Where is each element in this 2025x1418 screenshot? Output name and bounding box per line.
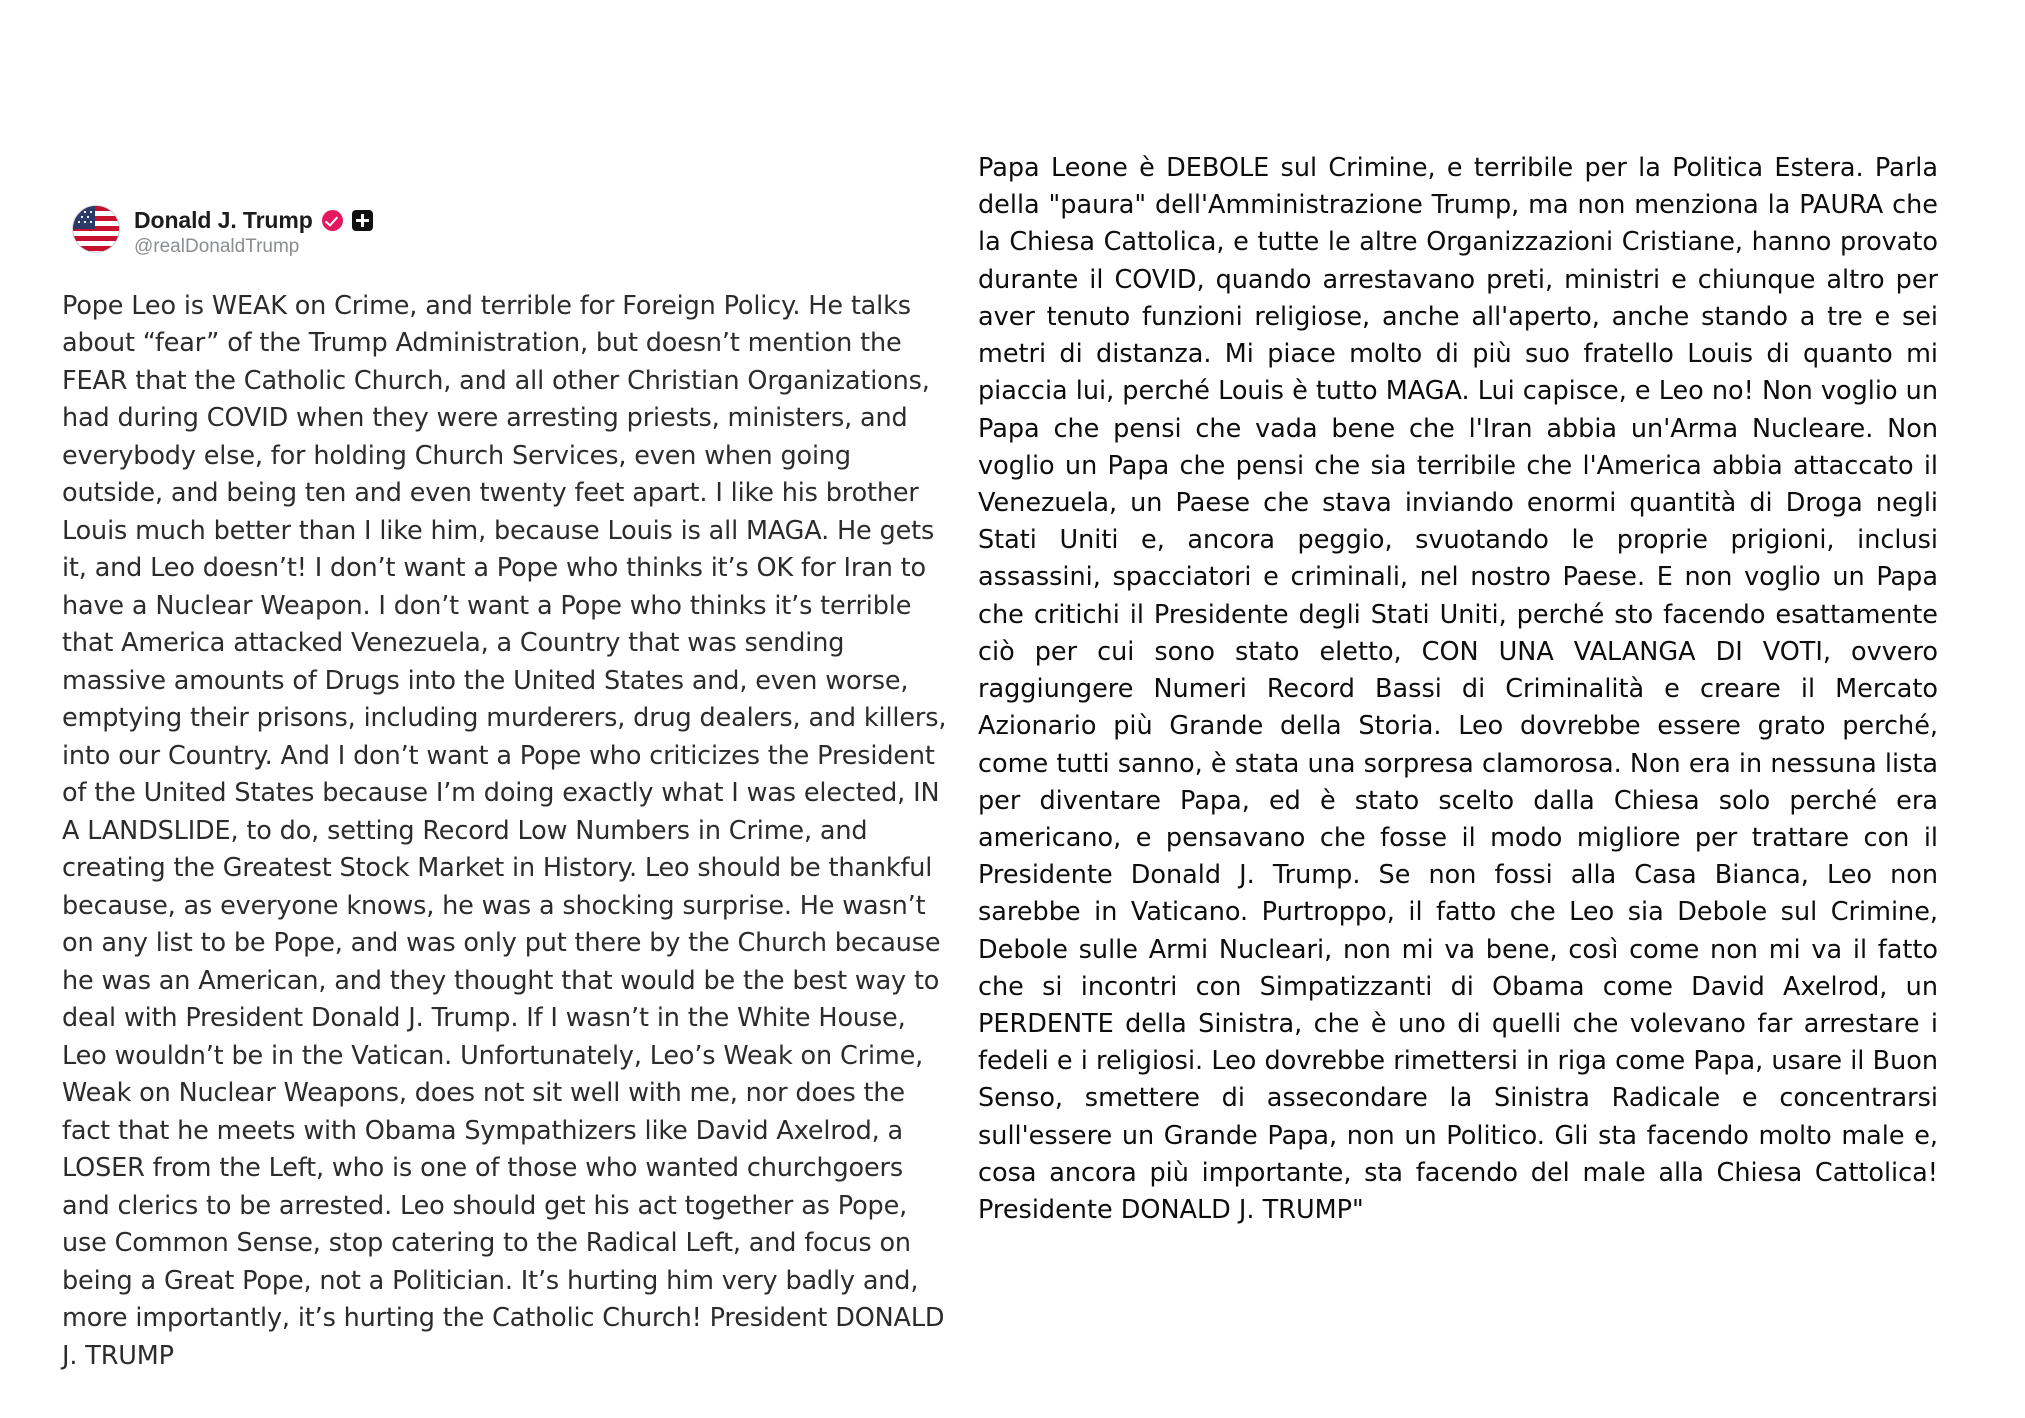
flag-canton-icon: [73, 206, 95, 229]
cross-badge-icon: [352, 210, 373, 231]
author-block: [134, 205, 373, 258]
translation-text: Papa Leone è DEBOLE sul Crimine, e terribile per la Politica Estera. Parla della "paura" dell'Amministrazione Trump, ma non menziona la PAURA che la Chiesa Cattolica, e tutte le altre Organizzazioni Cristiane, hanno provato durante il COVID, quando arrestavano preti, ministri e chiunque altro per aver tenuto funzioni religiose, anche all'aperto, anche stando a tre e sei metri di distanza. Mi piace molto di più suo fratello Louis di quanto mi piaccia lui, perché Louis è tutto MAGA. Lui capisce, e Leo no! Non voglio un Papa che pensi che vada bene che l'Iran abbia un'Arma Nucleare. Non voglio un Papa che pensi che sia terribile che l'America abbia attaccato il Venezuela, un Paese che stava inviando enormi quantità di Droga negli Stati Uniti e, ancora peggio, svuotando le proprie prigioni, inclusi assassini, spacciatori e criminali, nel nostro Paese. E non voglio un Papa che critichi il Presidente degli Stati Uniti, perché sto facendo esattamente ciò per cui sono stato eletto, CON UNA VALANGA DI VOTI, ovvero raggiungere Numeri Record Bassi di Criminalità e creare il Mercato Azionario più Grande della Storia. Leo dovrebbe essere grato perché, come tutti sanno, è stata una sorpresa clamorosa. Non era in nessuna lista per diventare Papa, ed è stato scelto dalla Chiesa solo perché era americano, e pensavano che fosse il modo migliore per trattare con il Presidente Donald J. Trump. Se non fossi alla Casa Bianca, Leo non sarebbe in Vaticano. Purtroppo, il fatto che Leo sia Debole sul Crimine, Debole sulle Armi Nucleari, non mi va bene, così come non mi va il fatto che si incontri con Simpatizzanti di Obama come David Axelrod, un PERDENTE della Sinistra, che è uno di quelli che volevano far arrestare i fedeli e i religiosi. Leo dovrebbe rimettersi in riga come Papa, usare il Buon Senso, smettere di assecondare la Sinistra Radicale e concentrarsi sull'essere un Grande Papa, non un Politico. Gli sta facendo molto male e, cosa ancora più importante, sta facendo del male alla Chiesa Cattolica! Presidente DONALD J. TRUMP": [978, 153, 1938, 1226]
author-display-name: Donald J. Trump: [134, 207, 313, 233]
verified-check-icon: [322, 210, 343, 231]
post-header: [62, 205, 950, 258]
post-body-text: Pope Leo is WEAK on Crime, and terrible for Foreign Policy. He talks about “fear” of the Trump Administration, but doesn’t mention the FEAR that the Catholic Church, and all other Christian Organizations, had during COVID when they were arresting priests, ministers, and everybody else, for holding Church Services, even when going outside, and being ten and even twenty feet apart. I like his brother Louis much better than I like him, because Louis is all MAGA. He gets it, and Leo doesn’t! I don’t want a Pope who thinks it’s OK for Iran to have a Nuclear Weapon. I don’t want a Pope who thinks it’s terrible that America attacked Venezuela, a Country that was sending massive amounts of Drugs into the United States and, even worse, emptying their prisons, including murderers, drug dealers, and killers, into our Country. And I don’t want a Pope who criticizes the President of the United States because I’m doing exactly what I was elected, IN A LANDSLIDE, to do, setting Record Low Numbers in Crime, and creating the Greatest Stock Market in History. Leo should be thankful because, as everyone knows, he was a shocking surprise. He wasn’t on any list to be Pope, and was only put there by the Church because he was an American, and they thought that would be the best way to deal with President Donald J. Trump. If I wasn’t in the White House, Leo wouldn’t be in the Vatican. Unfortunately, Leo’s Weak on Crime, Weak on Nuclear Weapons, does not sit well with me, nor does the fact that he meets with Obama Sympathizers like David Axelrod, a LOSER from the Left, who is one of those who wanted churchgoers and clerics to be arrested. Leo should get his act together as Pope, use Common Sense, stop catering to the Radical Left, and focus on being a Great Pope, not a Politician. It’s hurting him very badly and, more importantly, it’s hurting the Catholic Church! President DONALD J. TRUMP: [62, 291, 947, 1371]
avatar: [72, 205, 120, 253]
translation-column: [978, 150, 1938, 1229]
author-name-row: [134, 207, 373, 234]
author-handle: @realDonaldTrump: [134, 236, 300, 257]
social-post-screenshot: [62, 205, 950, 1375]
